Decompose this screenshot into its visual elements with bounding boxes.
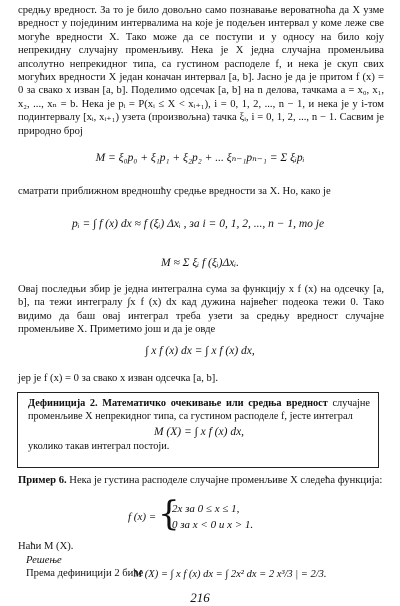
- definition-tail: уколико такав интеграл постоји.: [28, 440, 170, 452]
- page-number: 216: [190, 590, 210, 605]
- piecewise-lhs: f (x) =: [128, 511, 157, 523]
- definition-text: [28, 397, 370, 424]
- solution-heading: Решење: [26, 555, 62, 566]
- equation-2: pᵢ = ∫ f (x) dx ≈ f (ξᵢ) Δxᵢ , за i = 0, 1, 2, ..., n − 1, то је: [72, 218, 325, 230]
- paragraph-3: [18, 283, 384, 337]
- solution-text: Према дефиницији 2 биће: [26, 568, 144, 580]
- paragraph-2-text: сматрати приближном вредношћу средње вредности за X. Но, како је: [18, 186, 331, 197]
- definition-heading: Дефиниција 2. Математичко очекивање или средња вредност: [28, 398, 328, 409]
- paragraph-4-text: јер је f (x) = 0 за свако x изван одсечка [a, b].: [18, 373, 218, 384]
- example-body: Нека је густина расподеле случајне променљиве X следећа функција:: [66, 475, 383, 486]
- piecewise-function: [128, 494, 308, 536]
- piecewise-case-1: 2x за 0 ≤ x ≤ 1,: [172, 503, 240, 515]
- find-text: Наћи M (X).: [18, 541, 74, 552]
- solution-equation: M (X) = ∫ x f (x) dx = ∫ 2x² dx = 2 x³/3 | = 2/3.: [133, 569, 327, 580]
- equation-4: ∫ x f (x) dx = ∫ x f (x) dx,: [145, 345, 255, 357]
- paragraph-2: [18, 185, 384, 198]
- definition-equation: M (X) = ∫ x f (x) dx,: [153, 425, 245, 438]
- piecewise-case-2: 0 за x < 0 и x > 1.: [172, 519, 254, 531]
- example-6: [18, 474, 384, 487]
- paragraph-1: [18, 4, 384, 138]
- definition-box: [17, 392, 379, 468]
- paragraph-1-text: средњу вредност. За то је било довољно само познавање вероватноћа да X узме вредност у појединим интервалима на које је подељен интервал у коме леже све могуће вредности X. Тако може да се поступи и у односу на било коју непрекидну случајну променљиву. Нека је X једна случајна променљива апсолутно непрекидног типа, са густином расподеле f, и нека је скуп свих могућих вредности X један коначан интервал [a, b]. Јасно је да је притом f (x) = 0 за свако x изван [a, b]. Поделимо одсечак [a, b] на n делова, тачкама a = x₀, x₁, x₂, ..., xₙ = b. Нека је pᵢ = P(xᵢ ≤ X < xᵢ₊₁), i = 0, 1, 2, ..., n − 1, и нека је у i-том подинтервалу [xᵢ, xᵢ₊₁) узета (произвољна) тачка ξᵢ, i = 0, 1, 2, ..., n − 1. Сасвим је природно број: [18, 5, 384, 137]
- definition-body: случајне променљиве X непрекидног типа, са густином расподеле f, јесте интеграл: [28, 398, 370, 423]
- paragraph-3-text: Овај последњи збир је једна интегрална сума за функцију x f (x) на одсечку [a, b], па тежи интегралу ∫x f (x) dx кад дужина највећег подеока тежи 0. Тако видимо да баш овај интеграл треба узети за средњу вредност случајне променљиве X. Приметимо још и да је овде: [18, 284, 384, 336]
- paragraph-4: [18, 372, 384, 385]
- example-heading: Пример 6.: [18, 475, 67, 486]
- left-brace-icon: {: [158, 494, 180, 534]
- example-text: [18, 474, 384, 487]
- find-task: [18, 540, 384, 553]
- equation-3: M ≈ Σ ξᵢ f (ξᵢ)Δxᵢ.: [161, 257, 239, 269]
- equation-1: M = ξ₀p₀ + ξ₁p₁ + ξ₂p₂ + ... ξₙ₋₁pₙ₋₁ = Σ ξᵢpᵢ: [95, 152, 305, 164]
